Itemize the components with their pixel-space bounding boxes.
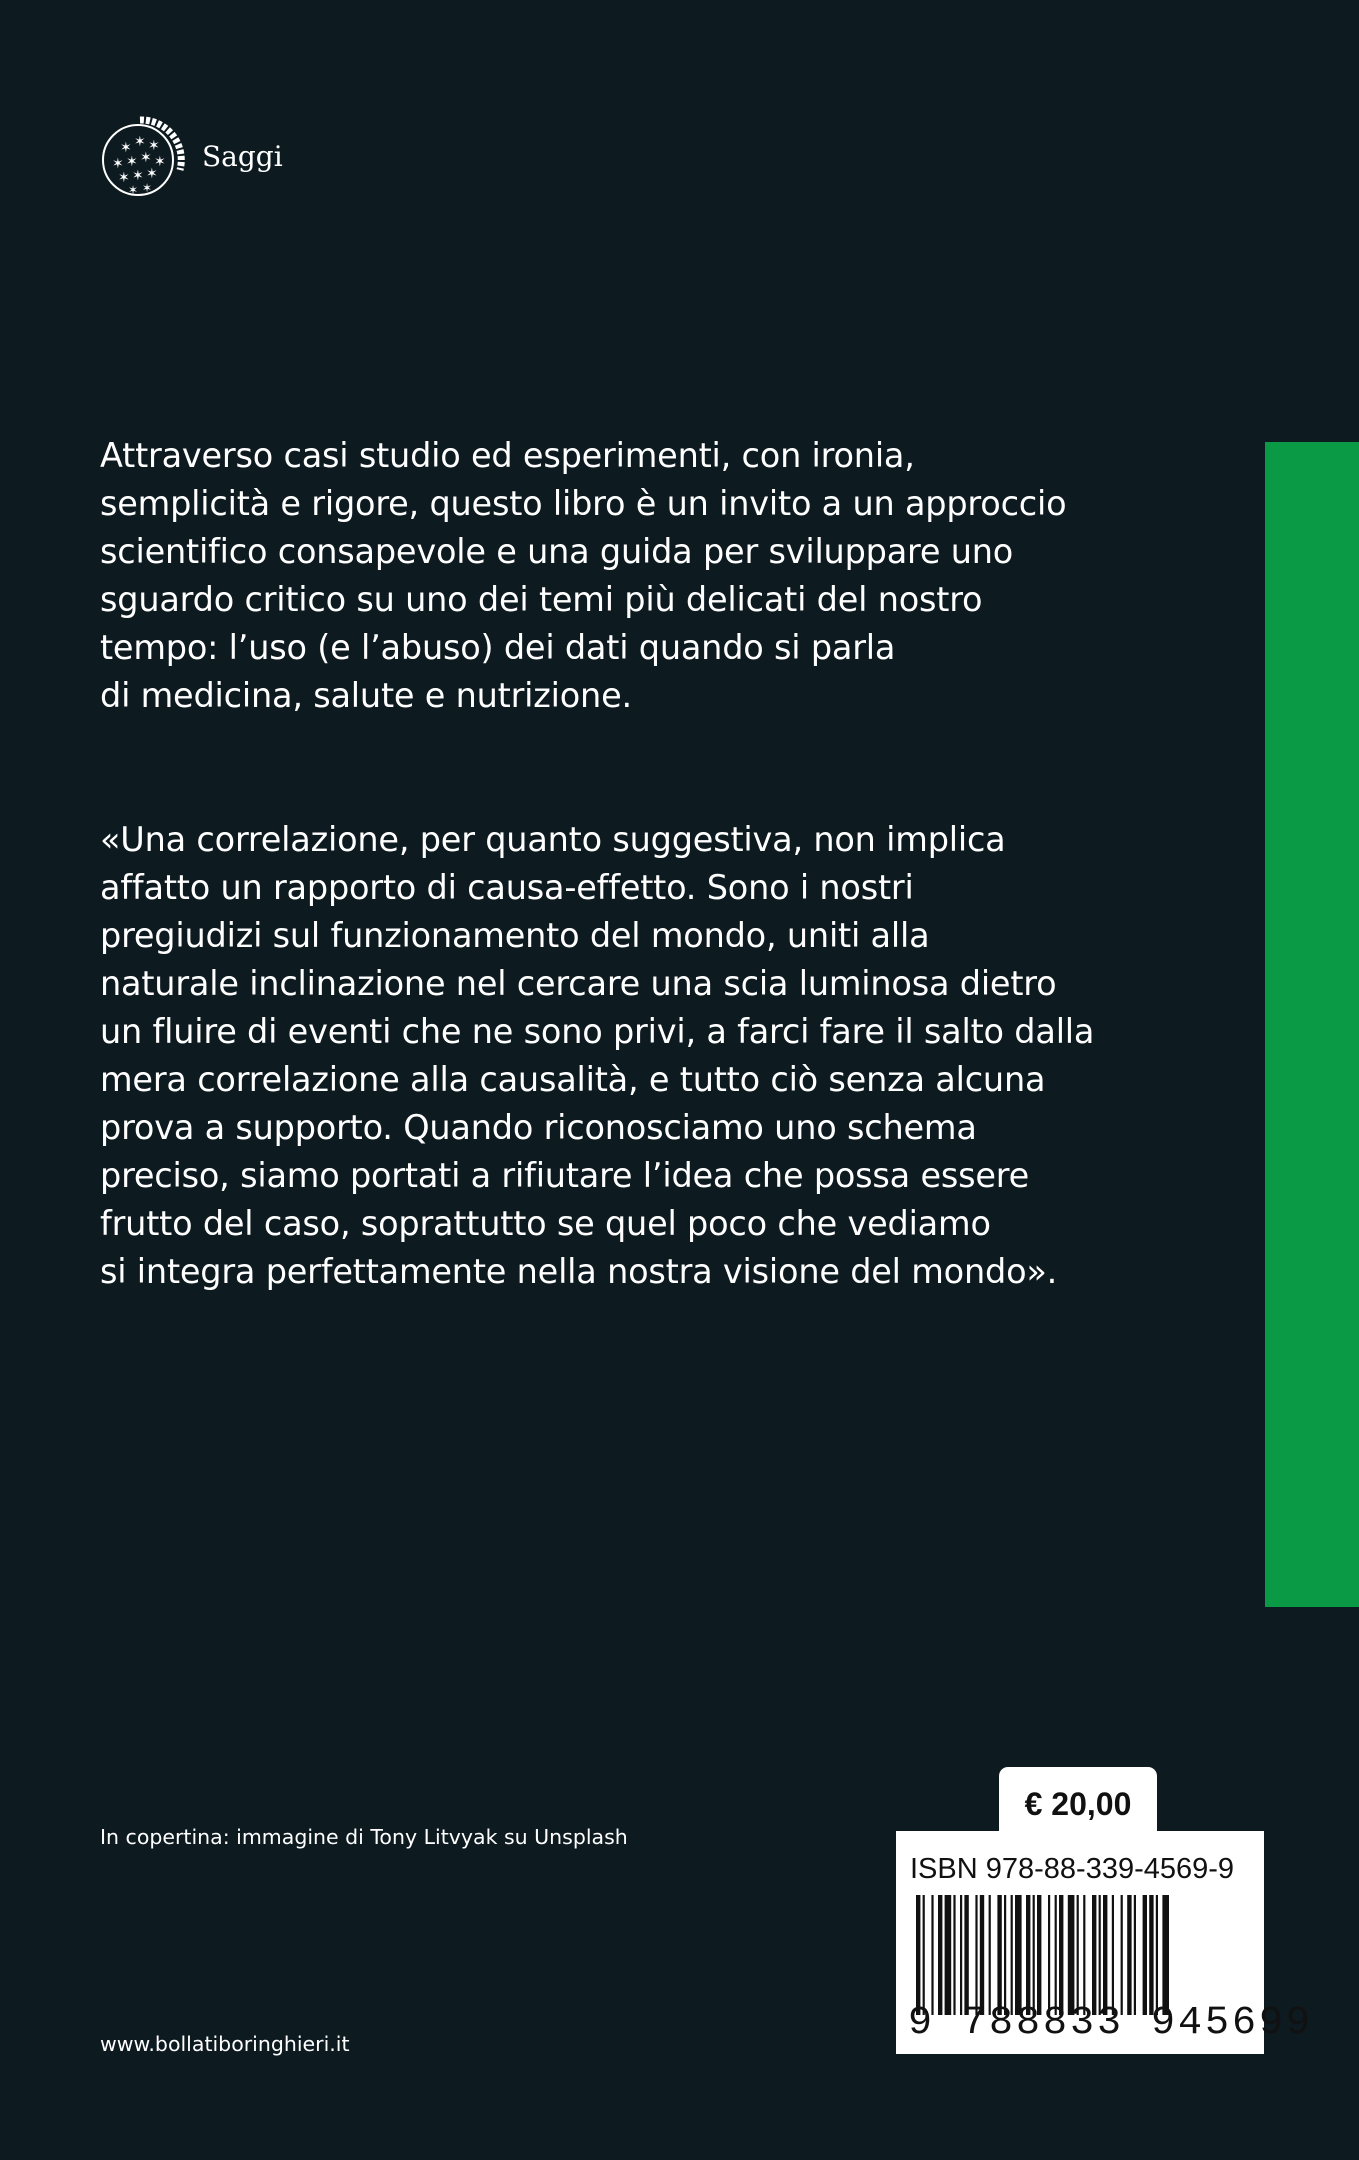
barcode-bar [923,1895,925,2015]
barcode-bar [1068,1895,1075,2015]
quote-line: prova a supporto. Quando riconosciamo uno schema [100,1108,977,1147]
svg-text:✶: ✶ [126,154,138,170]
quote-line: un fluire di eventi che ne sono privi, a farci fare il salto dalla [100,1012,1095,1051]
barcode-bar [1112,1895,1114,2015]
barcode-bar [960,1895,962,2015]
barcode-bar [980,1895,984,2015]
barcode-bar [1092,1895,1096,2015]
barcode-bar [1033,1895,1035,2015]
barcode-bar [1004,1895,1006,2015]
blurb-line: scientifico consapevole e una guida per sviluppare uno [100,532,1014,571]
svg-text:✶: ✶ [120,140,132,156]
green-band [1265,442,1359,1607]
barcode-bar [964,1895,968,2015]
barcode-bar [1015,1895,1022,2015]
barcode-bar [1037,1895,1041,2015]
barcode-bar [1099,1895,1101,2015]
barcode-icon [910,1895,1254,2015]
barcode-bar [916,1895,920,2015]
barcode-bar [1026,1895,1030,2015]
svg-text:✶: ✶ [118,170,130,186]
quote-line: preciso, siamo portati a rifiutare l’idea che possa essere [100,1156,1030,1195]
cover-credit: In copertina: immagine di Tony Litvyak su Unsplash [100,1825,628,1849]
quote-line: affatto un rapporto di causa-effetto. Sono i nostri [100,868,914,907]
barcode-bar [1059,1895,1063,2015]
barcode-bar [1121,1895,1123,2015]
barcode-bar [1011,1895,1013,2015]
blurb-line: di medicina, salute e nutrizione. [100,676,632,715]
barcode-bar [1055,1895,1057,2015]
quote-line: «Una correlazione, per quanto suggestiva, non implica [100,820,1006,859]
quote-line: pregiudizi sul funzionamento del mondo, uniti alla [100,916,930,955]
blurb-paragraph [100,432,1100,720]
barcode-bar [1134,1895,1136,2015]
svg-text:✶: ✶ [148,138,160,154]
blurb-line: sguardo critico su uno dei temi più delicati del nostro [100,580,983,619]
svg-text:✶: ✶ [132,168,144,184]
publisher-logo-icon [98,110,188,202]
blurb-line: Attraverso casi studio ed esperimenti, con ironia, [100,436,915,475]
quote-paragraph [100,816,1100,1296]
price-tag: € 20,00 [999,1767,1157,1833]
barcode-bar [938,1895,942,2015]
barcode-bar [1143,1895,1147,2015]
barcode-bar [953,1895,955,2015]
svg-text:✶: ✶ [128,183,139,197]
barcode-bar [945,1895,952,2015]
svg-text:✶: ✶ [112,156,124,172]
barcode-bar [1156,1895,1158,2015]
barcode-bar [931,1895,933,2015]
publisher-website: www.bollatiboringhieri.it [100,2032,350,2056]
isbn-label: ISBN 978-88-339-4569-9 [910,1853,1235,1885]
svg-text:✶: ✶ [134,134,146,150]
svg-text:✶: ✶ [146,166,158,182]
blurb-line: semplicità e rigore, questo libro è un invito a un approccio [100,484,1067,523]
barcode-bar [1149,1895,1153,2015]
barcode-bar [1083,1895,1085,2015]
barcode-bar [1127,1895,1131,2015]
barcode-bar [989,1895,991,2015]
series-label: Saggi [202,140,283,173]
svg-text:✶: ✶ [154,154,166,170]
quote-line: si integra perfettamente nella nostra visione del mondo». [100,1252,1058,1291]
barcode-bar [1048,1895,1050,2015]
isbn-block [896,1831,1314,2054]
svg-text:✶: ✶ [142,181,153,195]
barcode-bar [1077,1895,1079,2015]
barcode-bar [1103,1895,1107,2015]
blurb-line: tempo: l’uso (e l’abuso) dei dati quando si parla [100,628,896,667]
barcode-bar [975,1895,977,2015]
quote-line: frutto del caso, soprattutto se quel poco che vediamo [100,1204,991,1243]
barcode-bar [997,1895,1001,2015]
svg-text:✶: ✶ [140,150,152,166]
quote-line: naturale inclinazione nel cercare una scia luminosa dietro [100,964,1057,1003]
quote-line: mera correlazione alla causalità, e tutto ciò senza alcuna [100,1060,1046,1099]
barcode-bar [1162,1895,1169,2015]
barcode-digits: 9 788833 945699 [908,2001,1314,2046]
